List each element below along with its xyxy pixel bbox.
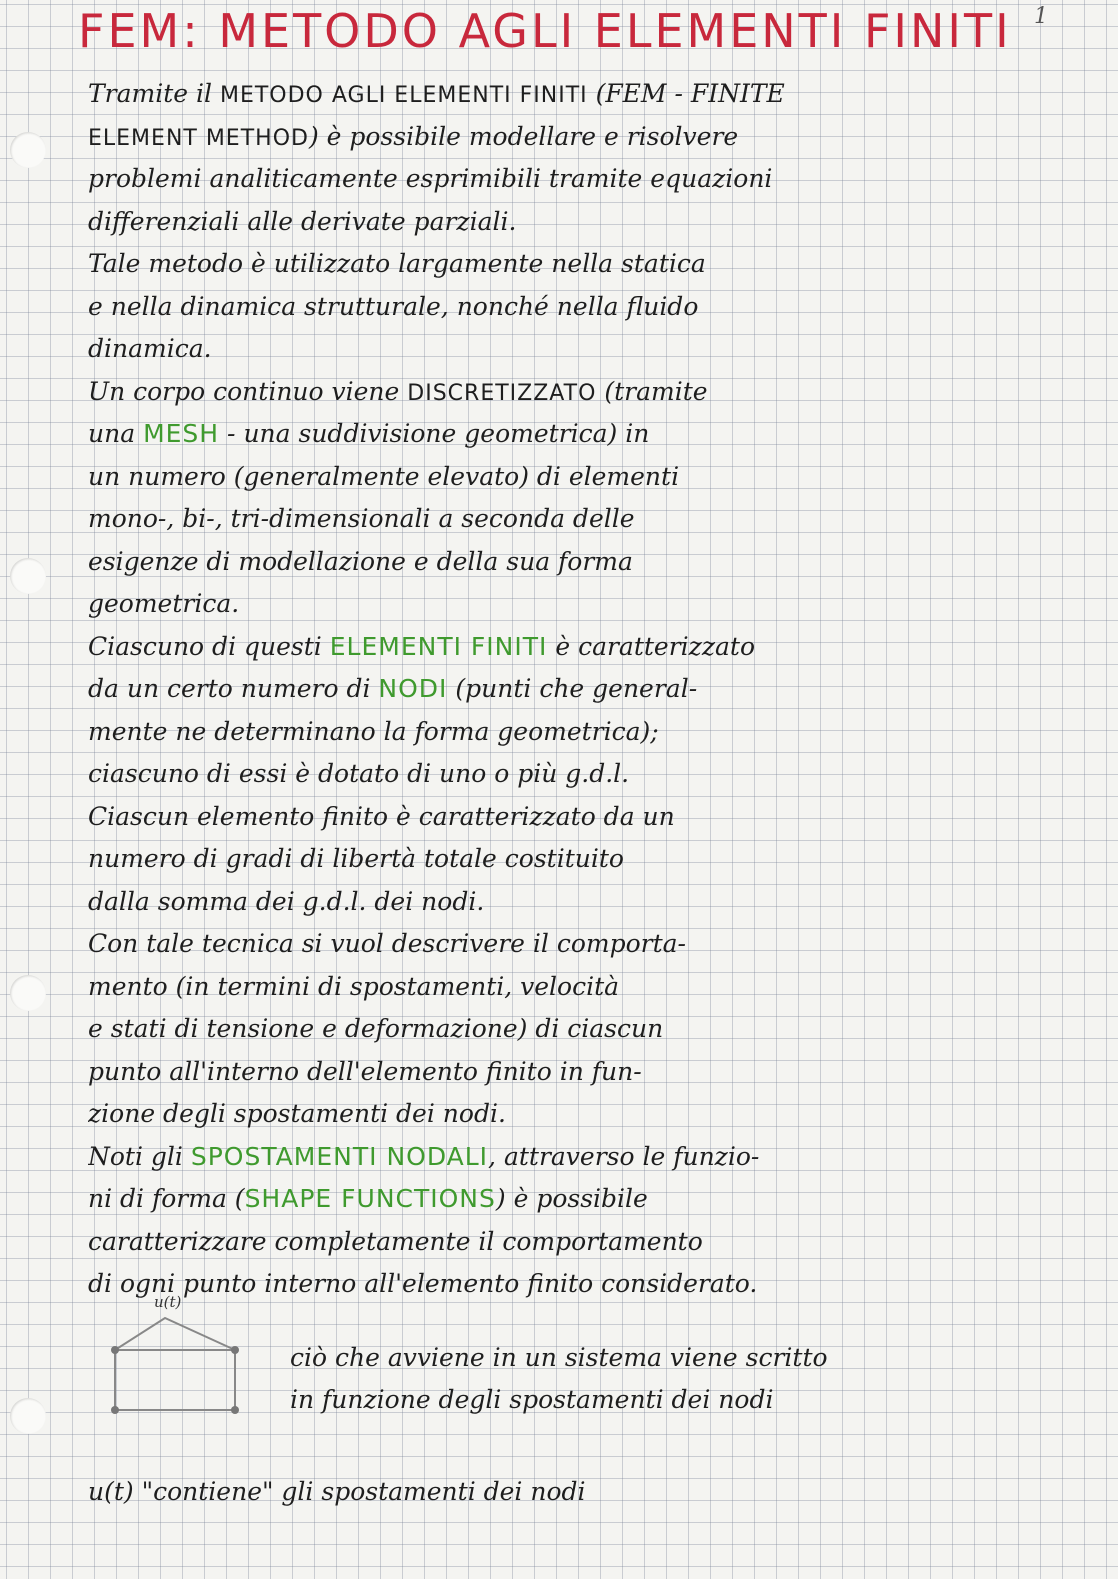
- text-line: [88, 287, 1078, 327]
- diagram-note-line-2: in funzione degli spostamenti dei nodi: [290, 1385, 774, 1414]
- text-line: [88, 244, 1078, 284]
- footer-line: u(t) "contiene" gli spostamenti dei nodi: [88, 1477, 586, 1506]
- text-fragment: e nella dinamica strutturale, nonché nella fluido: [88, 291, 699, 321]
- text-fragment: numero di gradi di libertà totale costituito: [88, 844, 624, 873]
- text-line: [88, 669, 1078, 709]
- text-line: [88, 1179, 1078, 1219]
- text-line: [88, 372, 1078, 414]
- text-fragment: è caratterizzato: [547, 631, 756, 661]
- binder-hole: [10, 558, 46, 594]
- text-fragment: mono-, bi-, tri-dimensionali a seconda delle: [88, 504, 635, 533]
- text-line: [88, 627, 1078, 667]
- capitalized-term: METODO AGLI ELEMENTI FINITI: [219, 83, 588, 108]
- binder-hole: [10, 975, 46, 1011]
- text-line: [88, 584, 1078, 624]
- text-line: [88, 159, 1078, 199]
- text-fragment: Ciascuno di questi: [88, 631, 330, 661]
- text-fragment: problemi analiticamente esprimibili tramite equazioni: [88, 164, 773, 193]
- text-fragment: e stati di tensione e deformazione) di ciascun: [88, 1014, 664, 1043]
- text-fragment: (punti che general-: [447, 674, 698, 703]
- text-fragment: geometrica.: [88, 589, 240, 618]
- diagram-note-line-1: ciò che avviene in un sistema viene scritto: [290, 1343, 828, 1372]
- text-line: [88, 542, 1078, 582]
- text-fragment: Tramite il: [88, 79, 220, 108]
- diagram-roof: [115, 1318, 235, 1350]
- text-fragment: mente ne determinano la forma geometrica);: [88, 716, 659, 746]
- page-number: 1: [1034, 4, 1048, 29]
- text-line: [88, 1137, 1078, 1177]
- text-line: [88, 202, 1078, 242]
- page-title: FEM: METODO AGLI ELEMENTI FINITI: [78, 4, 1012, 58]
- text-line: [88, 924, 1078, 964]
- text-line: [88, 1264, 1078, 1304]
- text-fragment: di ogni punto interno all'elemento finito considerato.: [88, 1269, 758, 1298]
- text-fragment: Ciascun elemento finito è caratterizzato da un: [88, 801, 675, 831]
- text-line: [88, 754, 1078, 794]
- diagram-label: u(t): [154, 1293, 182, 1311]
- text-fragment: - una suddivisione geometrica) in: [219, 419, 650, 448]
- highlighted-term: SPOSTAMENTI NODALI: [190, 1141, 489, 1171]
- text-fragment: zione degli spostamenti dei nodi.: [88, 1099, 506, 1128]
- text-line: [88, 712, 1078, 752]
- text-line: [88, 797, 1078, 837]
- capitalized-term: ELEMENT METHOD: [88, 125, 309, 151]
- text-fragment: ni di forma (: [88, 1184, 245, 1213]
- text-fragment: (tramite: [596, 376, 708, 406]
- text-fragment: Tale metodo è utilizzato largamente nella statica: [88, 249, 706, 278]
- binder-hole: [10, 1398, 46, 1434]
- text-line: [88, 967, 1078, 1007]
- element-diagram: [95, 1300, 255, 1420]
- diagram-node: [231, 1346, 239, 1354]
- text-fragment: ) è possibile modellare e risolvere: [308, 121, 739, 151]
- text-fragment: una: [88, 419, 144, 448]
- text-line: [88, 117, 1078, 159]
- text-line: [88, 329, 1078, 369]
- text-fragment: esigenze di modellazione e della sua forma: [88, 546, 633, 576]
- text-fragment: da un certo numero di: [88, 674, 379, 703]
- text-line: [88, 457, 1078, 497]
- text-fragment: Un corpo continuo viene: [88, 376, 408, 406]
- text-line: [88, 499, 1078, 539]
- highlighted-term: NODI: [378, 674, 448, 703]
- text-line: [88, 1222, 1078, 1262]
- highlighted-term: SHAPE FUNCTIONS: [244, 1184, 496, 1213]
- text-line: [88, 1094, 1078, 1134]
- text-fragment: , attraverso le funzio-: [488, 1141, 760, 1171]
- text-fragment: (FEM - FINITE: [587, 79, 785, 108]
- capitalized-term: DISCRETIZZATO: [407, 380, 597, 406]
- text-fragment: Con tale tecnica si vuol descrivere il comporta-: [88, 929, 686, 958]
- diagram-node: [231, 1406, 239, 1414]
- text-line: [88, 414, 1078, 454]
- text-fragment: un numero (generalmente elevato) di elementi: [88, 461, 680, 491]
- text-fragment: dalla somma dei g.d.l. dei nodi.: [88, 886, 485, 916]
- text-fragment: mento (in termini di spostamenti, velocità: [88, 971, 620, 1001]
- text-line: [88, 839, 1078, 879]
- diagram-node: [111, 1346, 119, 1354]
- diagram-node: [111, 1406, 119, 1414]
- text-fragment: differenziali alle derivate parziali.: [88, 206, 517, 236]
- binder-hole: [10, 132, 46, 168]
- text-line: [88, 74, 1078, 116]
- text-fragment: dinamica.: [88, 334, 212, 363]
- text-line: [88, 1052, 1078, 1092]
- highlighted-term: MESH: [143, 419, 220, 448]
- text-fragment: ciascuno di essi è dotato di uno o più g.d.l.: [88, 759, 630, 788]
- text-line: [88, 882, 1078, 922]
- text-line: [88, 1009, 1078, 1049]
- text-fragment: ) è possibile: [495, 1184, 648, 1213]
- diagram-element: [115, 1350, 235, 1410]
- highlighted-term: ELEMENTI FINITI: [329, 631, 548, 661]
- text-fragment: Noti gli: [88, 1141, 191, 1171]
- text-fragment: punto all'interno dell'elemento finito in fun-: [88, 1056, 642, 1086]
- text-fragment: caratterizzare completamente il comportamento: [88, 1226, 703, 1256]
